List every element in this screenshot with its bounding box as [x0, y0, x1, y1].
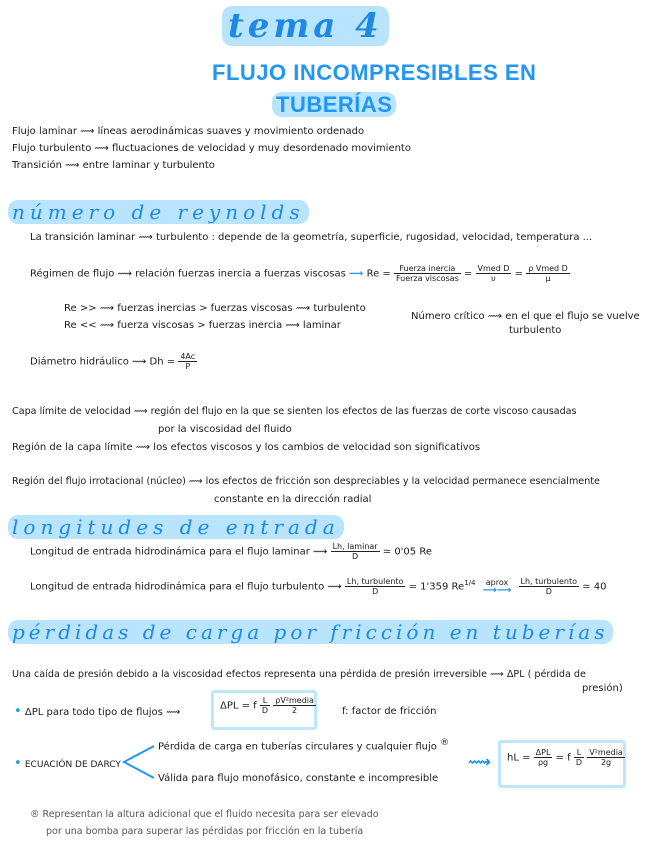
turb-result-2: ≃ 40 [582, 581, 607, 593]
frac-den: D [545, 587, 552, 596]
frac-num: V²media [589, 748, 623, 757]
section-heading-entrada [8, 515, 344, 539]
entrada-laminar [30, 542, 432, 561]
re-label: Re = [366, 268, 391, 280]
darcy-a [158, 738, 449, 752]
eq-frac-ld [260, 696, 270, 715]
title-text: tema 4 [222, 6, 389, 46]
subtitle-line2 [272, 92, 396, 118]
footnote-line-2: por una bomba para superar las pérdidas por fricción en la tubería [46, 826, 364, 837]
capa-line-5: constante en la dirección radial [214, 494, 372, 505]
frac-den: D [372, 587, 379, 596]
capa-line-3: Región de la capa límite ⟿ los efectos viscosos y los cambios de velocidad son significativos [12, 442, 481, 453]
squiggle-arrow-icon: ⟿ [468, 752, 491, 771]
frac-den: D [575, 758, 583, 767]
eq-lhs: ΔPL = f [220, 700, 257, 712]
frac-num: ρ Vmed D [528, 264, 568, 273]
intro-line-2: Flujo turbulento ⟿ fluctuaciones de velocidad y muy desordenado movimiento [12, 143, 411, 154]
hl-frac-ld [574, 748, 584, 767]
re-fraction-kinematic [476, 264, 512, 283]
diametro-text: Diámetro hidráulico ⟿ [30, 356, 147, 368]
frac-den: P [185, 362, 191, 371]
frac-den: μ [545, 274, 551, 283]
bullet-dot-icon: • [14, 704, 22, 719]
section-heading-perdidas [8, 620, 613, 644]
page-title [222, 6, 389, 46]
bullet1-text: ΔPL para todo tipo de flujos ⟿ [24, 707, 181, 718]
turb-fraction-2 [519, 577, 580, 596]
intro-line-1: Flujo laminar ⟿ líneas aerodinámicas suaves y movimiento ordenado [12, 126, 365, 137]
eq-frac-rho [273, 696, 316, 715]
numero-critico-1: Número crítico ⟿ en el que el flujo se vuelve [411, 311, 640, 322]
turb-text: Longitud de entrada hidrodinámica para el flujo turbulento ⟿ [30, 581, 342, 593]
intro-line-3: Transición ⟿ entre laminar y turbulento [12, 160, 215, 171]
regimen-text: Régimen de flujo ⟿ relación fuerzas inercia a fuerzas viscosas [30, 268, 346, 280]
perdidas-intro-2: presión) [582, 683, 623, 694]
long-arrow-icon: ⟶⟶ [482, 585, 512, 596]
numero-critico-2: turbulento [509, 325, 562, 336]
frac-num: Lh, turbulento [520, 577, 578, 586]
entrada-heading-text: longitudes de entrada [8, 515, 344, 539]
frac-den: Fuerza viscosas [395, 274, 459, 283]
bullet-dot-icon: • [14, 756, 22, 771]
frac-den: ρg [537, 758, 549, 767]
darcy-a-text: Pérdida de carga en tuberías circulares y cualquier flujo [158, 741, 437, 753]
capa-line-1: Capa límite de velocidad ⟿ región del flujo en la que se sienten los efectos de las fuerzas de corte viscoso causadas [12, 406, 577, 417]
capa-line-4: Región del flujo irrotacional (núcleo) ⟿ los efectos de fricción son despreciables y la velocidad permanece esencialmente [12, 476, 600, 487]
laminar-text: Longitud de entrada hidrodinámica para el flujo laminar ⟿ [30, 546, 328, 558]
perdidas-intro-1: Una caída de presión debido a la viscosidad efectos representa una pérdida de presión irreversible ⟿ ΔPL ( pérdida de [12, 669, 586, 680]
frac-den: D [261, 706, 269, 715]
capa-line-2: por la viscosidad del fluido [158, 424, 292, 435]
section-heading-reynolds [8, 200, 309, 224]
diametro-hidraulico [30, 352, 197, 371]
re-fraction-dynamic [526, 264, 570, 283]
re-high: Re >> ⟿ fuerzas inercias > fuerzas viscosas ⟿ turbulento [64, 303, 366, 314]
laminar-fraction [331, 542, 380, 561]
friction-factor-def: f: factor de fricción [342, 706, 437, 717]
brace-path [124, 746, 154, 778]
frac-den: υ [491, 274, 496, 283]
darcy-b: Válida para flujo monofásico, constante e incompresible [158, 773, 439, 784]
brace-icon [120, 742, 156, 782]
darcy-label [14, 756, 121, 771]
bullet-deltap [14, 704, 180, 719]
re-low: Re << ⟿ fuerza viscosas > fuerzas inercia ⟿ laminar [64, 320, 341, 331]
turb-fraction [345, 577, 406, 596]
aprox-label: aprox [485, 578, 509, 587]
frac-den: 2 [292, 706, 298, 715]
hl-frac-v [587, 748, 625, 767]
hl-frac-dp [534, 748, 553, 767]
turb-exponent: 1/4 [464, 579, 476, 588]
entrada-turbulento [30, 577, 607, 596]
frac-num: ΔPL [535, 748, 551, 757]
darcy-text: ECUACIÓN DE DARCY [24, 760, 121, 770]
equals-sign: = [514, 268, 524, 280]
hl-eq: = f [555, 752, 571, 764]
frac-num: ρV²media [275, 696, 314, 705]
reynolds-heading-text: número de reynolds [8, 200, 309, 224]
turb-result: = 1'359 Re [408, 581, 465, 593]
hl-lhs: hL = [507, 752, 531, 764]
re-fraction-forces [394, 264, 461, 283]
reynolds-regimen [30, 264, 570, 283]
footnote-line-1: ® Representan la altura adicional que el fluido necesita para ser elevado [30, 809, 379, 820]
hl-equation [507, 748, 625, 767]
subtitle-line1 [212, 60, 536, 86]
frac-den: D [351, 552, 359, 561]
laminar-result: ≃ 0'05 Re [382, 546, 432, 558]
right-arrow-icon: ⟶ [349, 268, 364, 280]
frac-num: 4Ac [180, 352, 196, 361]
frac-num: Lh, turbulento [346, 577, 404, 586]
frac-num: Lh, laminar [332, 542, 378, 551]
frac-num: L [260, 696, 270, 706]
subtitle-text-2: TUBERÍAS [272, 92, 396, 117]
dh-fraction [178, 352, 197, 371]
reynolds-transition: La transición laminar ⟿ turbulento : depende de la geometría, superficie, rugosidad, velocidad, temperatura ... [30, 232, 593, 243]
aprox-arrow [483, 578, 512, 595]
frac-num: Fuerza inercia [394, 264, 461, 274]
frac-num: Vmed D [477, 264, 510, 273]
frac-num: L [574, 748, 584, 758]
equals-sign: = [463, 268, 473, 280]
subtitle-text-1: FLUJO INCOMPRESIBLES EN [212, 60, 537, 85]
deltap-equation [220, 696, 316, 715]
dh-label: Dh = [149, 356, 176, 368]
perdidas-heading-text: pérdidas de carga por fricción en tuberías [8, 620, 613, 644]
registered-mark: ® [440, 738, 450, 748]
frac-den: 2g [600, 758, 612, 767]
